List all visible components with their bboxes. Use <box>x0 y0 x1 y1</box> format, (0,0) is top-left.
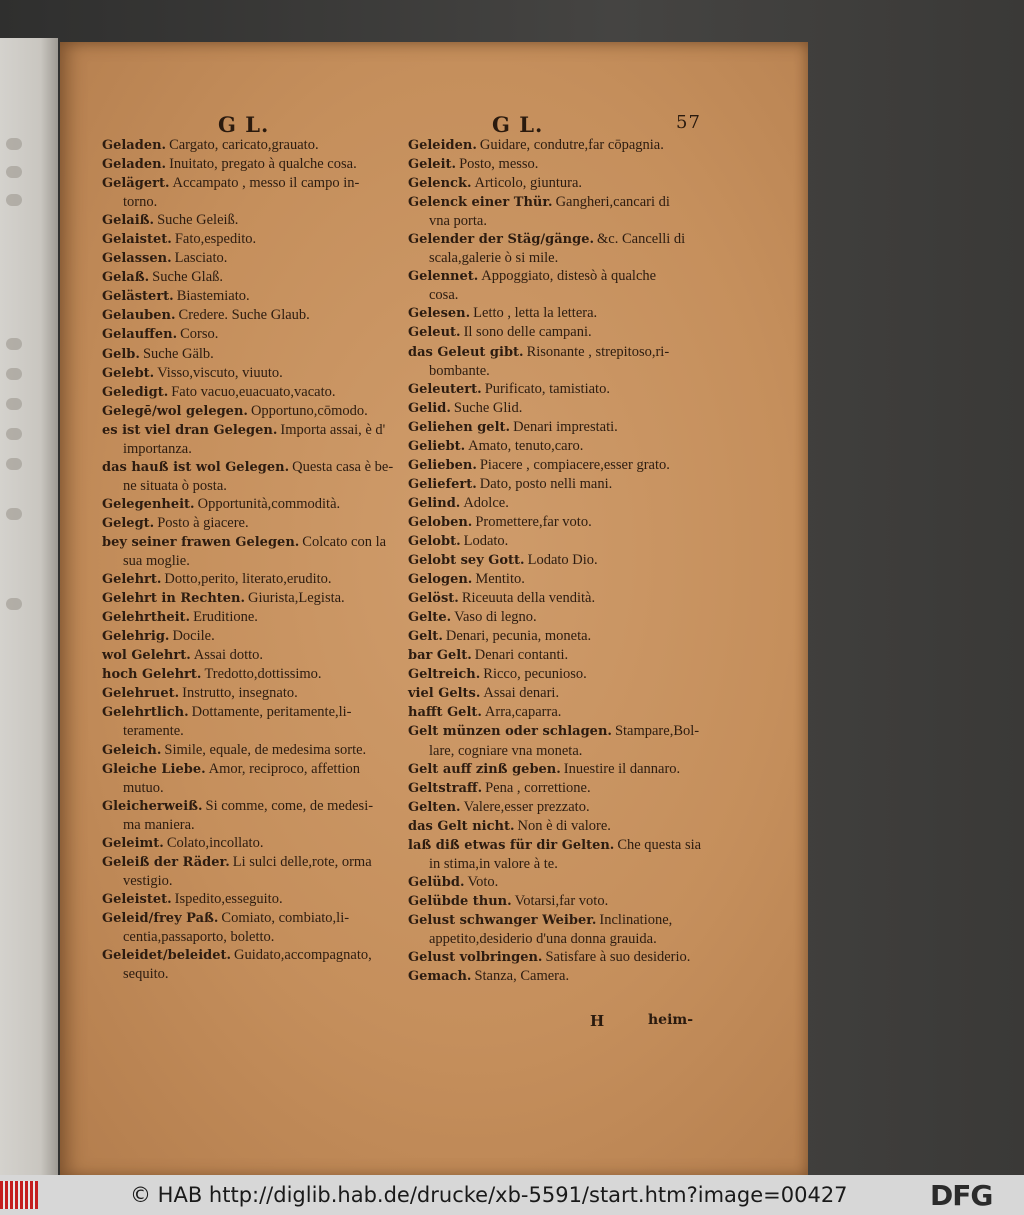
entry-headword: Geleiden. <box>408 138 477 153</box>
entry-translation: Stampare,Bol- <box>614 723 700 740</box>
entry-translation: Amor, reciproco, affettion <box>208 760 360 777</box>
entry-translation: Opportunità,commodità. <box>197 495 341 512</box>
dictionary-entry <box>408 911 760 930</box>
dictionary-entry <box>102 383 402 402</box>
entry-translation: sequito. <box>123 966 169 983</box>
entry-translation: Giurista,Legista. <box>248 590 345 607</box>
entry-translation: centia,passaporto, boletto. <box>123 928 275 945</box>
entry-translation: Colcato con la <box>302 533 387 550</box>
dictionary-entry <box>408 873 760 892</box>
entry-translation: Riceuuta della vendità. <box>461 590 596 607</box>
entry-translation: Articolo, giuntura. <box>474 175 583 192</box>
dictionary-entry <box>408 798 760 817</box>
entry-translation: scala,galerie ò si mile. <box>429 250 559 267</box>
entry-translation: Suche Glid. <box>453 399 523 416</box>
page-number: 57 <box>676 112 701 133</box>
entry-headword: Gelender der Stäg/gänge. <box>408 232 595 248</box>
dictionary-entry <box>102 155 402 174</box>
dictionary-entry <box>408 665 760 684</box>
entry-translation: Credere. Suche Glaub. <box>178 307 310 324</box>
dictionary-entry <box>408 174 760 193</box>
entry-headword: Gelehrt in Rechten. <box>102 591 246 607</box>
entry-translation: Simile, equale, de medesima sorte. <box>164 741 367 758</box>
entry-headword: wol Gelehrt. <box>102 648 191 664</box>
entry-headword: laß diß etwas für dir Gelten. <box>408 837 615 853</box>
entry-translation: Pena , correttione. <box>485 779 591 796</box>
entry-translation: Suche Gälb. <box>142 345 214 362</box>
entry-translation: Assai denari. <box>483 685 560 702</box>
entry-headword: Gelöst. <box>408 591 459 607</box>
dictionary-entry <box>408 855 760 873</box>
entry-headword: Gelübd. <box>408 874 465 890</box>
dictionary-entry <box>408 779 760 798</box>
left-column <box>102 136 402 983</box>
dictionary-entry <box>102 211 402 230</box>
entry-headword: Gelübde thun. <box>408 893 512 909</box>
entry-headword: Gelauben. <box>102 308 176 324</box>
entry-headword: bar Gelt. <box>408 648 472 664</box>
dictionary-entry <box>102 533 402 552</box>
entry-translation: Non è di valore. <box>517 817 611 834</box>
dictionary-entry <box>102 741 402 760</box>
dictionary-entry <box>102 928 402 946</box>
dictionary-entry <box>408 817 760 836</box>
dictionary-entry <box>408 722 760 741</box>
entry-translation: sua moglie. <box>123 553 190 570</box>
dictionary-entry <box>102 136 402 155</box>
entry-translation: Ricco, pecunioso. <box>483 666 587 683</box>
entry-translation: Dotto,perito, literato,erudito. <box>164 571 332 588</box>
dictionary-entry <box>102 440 402 458</box>
entry-translation: Adolce. <box>463 494 509 511</box>
entry-translation: Tredotto,dottissimo. <box>204 666 322 683</box>
dictionary-entry <box>102 779 402 797</box>
dictionary-entry <box>408 532 760 551</box>
entry-translation: Gangheri,cancari di <box>555 194 670 211</box>
entry-translation: Inuitato, pregato à qualche cosa. <box>169 156 357 173</box>
entry-headword: Gelten. <box>408 799 461 815</box>
entry-translation: Posto à giacere. <box>157 514 249 531</box>
entry-translation: Guidare, condutre,far cōpagnia. <box>479 137 664 153</box>
dictionary-entry <box>408 684 760 703</box>
entry-translation: mutuo. <box>123 779 164 796</box>
dictionary-entry <box>408 286 760 304</box>
entry-translation: Corso. <box>180 326 219 343</box>
entry-translation: Lodato. <box>463 532 509 549</box>
entry-headword: Gelegt. <box>102 515 155 531</box>
dictionary-entry <box>102 402 402 421</box>
entry-headword: Gelieben. <box>408 457 477 473</box>
dictionary-entry <box>408 267 760 286</box>
entry-translation: Suche Geleiß. <box>157 212 239 229</box>
entry-translation: bombante. <box>429 362 490 379</box>
entry-headword: Geladen. <box>102 138 167 153</box>
entry-translation: ma maniera. <box>123 816 195 833</box>
dictionary-entry <box>408 380 760 399</box>
dictionary-entry <box>408 136 760 155</box>
entry-translation: Denari, pecunia, moneta. <box>445 628 592 645</box>
dictionary-entry <box>102 514 402 533</box>
entry-translation: Colato,incollato. <box>166 834 264 851</box>
dictionary-entry <box>102 306 402 325</box>
dictionary-entry <box>102 646 402 665</box>
dictionary-entry <box>408 930 760 948</box>
entry-translation: Amato, tenuto,caro. <box>468 437 584 454</box>
dictionary-entry <box>408 513 760 532</box>
entry-headword: Gelaiß. <box>102 213 155 229</box>
dictionary-entry <box>102 230 402 249</box>
dictionary-entry <box>408 475 760 494</box>
entry-translation: Promettere,far voto. <box>475 513 592 530</box>
entry-headword: Gelid. <box>408 400 451 416</box>
dictionary-entry <box>102 627 402 646</box>
entry-translation: Cargato, caricato,grauato. <box>169 137 319 153</box>
right-column <box>408 136 760 986</box>
entry-headword: Gelegē/wol gelegen. <box>102 403 248 419</box>
entry-headword: hafft Gelt. <box>408 705 482 721</box>
entry-headword: Gelehruet. <box>102 686 180 702</box>
entry-headword: Geleistet. <box>102 891 172 907</box>
header-right-letters: G L. <box>492 112 544 137</box>
entry-headword: Geleid/frey Paß. <box>102 910 219 926</box>
signature-mark: H <box>590 1012 605 1030</box>
dictionary-entry <box>102 458 402 477</box>
dictionary-entry <box>102 364 402 383</box>
entry-headword: Gelassen. <box>102 251 172 267</box>
entry-translation: Mentito. <box>475 571 525 588</box>
dictionary-entry <box>102 552 402 570</box>
dictionary-entry <box>408 343 760 362</box>
entry-translation: Si comme, come, de medesi- <box>205 797 374 814</box>
entry-headword: das hauß ist wol Gelegen. <box>102 459 290 475</box>
entry-translation: Eruditione. <box>193 609 258 626</box>
footer-bar <box>0 1175 1024 1215</box>
entry-translation: Inclinatione, <box>599 911 673 928</box>
entry-translation: Denari contanti. <box>474 647 569 664</box>
entry-translation: Accampato , messo il campo in- <box>172 175 360 192</box>
entry-translation: Risonante , strepitoso,ri- <box>526 343 670 360</box>
entry-translation: ne situata ò posta. <box>123 477 227 494</box>
dictionary-entry <box>408 437 760 456</box>
entry-headword: Gelind. <box>408 495 461 511</box>
entry-translation: teramente. <box>123 723 184 740</box>
entry-headword: hoch Gelehrt. <box>102 667 202 683</box>
entry-translation: Inuestire il dannaro. <box>563 760 681 777</box>
entry-translation: Dottamente, peritamente,li- <box>191 704 352 721</box>
entry-headword: Gelt auff zinß geben. <box>408 761 561 777</box>
dictionary-entry <box>408 304 760 323</box>
entry-headword: Gelegenheit. <box>102 496 195 512</box>
dictionary-entry <box>102 946 402 965</box>
entry-headword: Gelust volbringen. <box>408 950 543 966</box>
dictionary-entry <box>102 816 402 834</box>
entry-translation: Suche Glaß. <box>152 269 224 286</box>
dictionary-entry <box>408 212 760 230</box>
entry-headword: Gelogen. <box>408 572 473 588</box>
entry-translation: in stima,in valore à te. <box>429 855 558 872</box>
scan-color-strip-icon <box>0 1181 38 1209</box>
dictionary-entry <box>102 834 402 853</box>
entry-headword: das Gelt nicht. <box>408 818 515 834</box>
entry-headword: Gelb. <box>102 346 140 362</box>
entry-translation: Denari imprestati. <box>513 418 618 435</box>
dictionary-entry <box>408 193 760 212</box>
entry-translation: Satisfare à suo desiderio. <box>545 949 691 966</box>
previous-page-edge <box>0 38 58 1175</box>
entry-headword: Gemach. <box>408 969 472 985</box>
entry-headword: Geleidet/beleidet. <box>102 948 232 964</box>
entry-headword: Geladen. <box>102 157 167 173</box>
entry-translation: lare, cogniare vna moneta. <box>429 742 583 759</box>
dictionary-entry <box>102 703 402 722</box>
entry-headword: Gleicherweiß. <box>102 798 203 814</box>
entry-headword: Gelobt sey Gott. <box>408 553 525 569</box>
dictionary-entry <box>102 722 402 740</box>
entry-headword: Geleich. <box>102 742 162 758</box>
entry-translation: Opportuno,cōmodo. <box>250 402 368 419</box>
entry-translation: vestigio. <box>123 872 173 889</box>
entry-translation: Comiato, combiato,li- <box>221 909 350 926</box>
entry-translation: Posto, messo. <box>459 156 539 173</box>
dictionary-entry <box>408 418 760 437</box>
entry-translation: Valere,esser prezzato. <box>463 798 590 815</box>
dictionary-entry <box>408 362 760 380</box>
entry-translation: Lodato Dio. <box>527 552 598 569</box>
entry-headword: Geledigt. <box>102 384 169 400</box>
entry-headword: Gelte. <box>408 610 452 626</box>
dictionary-entry <box>102 174 402 193</box>
dictionary-entry <box>408 627 760 646</box>
entry-headword: bey seiner frawen Gelegen. <box>102 534 300 550</box>
entry-translation: Docile. <box>172 628 215 645</box>
entry-translation: Fato,espedito. <box>174 231 257 248</box>
entry-translation: vna porta. <box>429 213 487 230</box>
entry-translation: Arra,caparra. <box>484 704 562 721</box>
dictionary-entry <box>408 249 760 267</box>
entry-translation: Appoggiato, distesò à qualche <box>481 268 657 285</box>
entry-headword: Geliehen gelt. <box>408 419 511 435</box>
entry-translation: Visso,viscuto, viuuto. <box>157 364 283 381</box>
entry-headword: Geliebt. <box>408 438 466 454</box>
entry-headword: Gleiche Liebe. <box>102 761 206 777</box>
entry-translation: Fato vacuo,euacuato,vacato. <box>171 383 336 400</box>
dictionary-entry <box>102 684 402 703</box>
dictionary-entry <box>408 230 760 249</box>
dictionary-entry <box>102 853 402 872</box>
entry-translation: appetito,desiderio d'una donna grauida. <box>429 930 657 947</box>
dictionary-entry <box>102 477 402 495</box>
dictionary-entry <box>408 646 760 665</box>
dictionary-entry <box>408 456 760 475</box>
entry-headword: Gelägert. <box>102 176 170 192</box>
dictionary-entry <box>408 494 760 513</box>
dictionary-entry <box>408 570 760 589</box>
entry-headword: Gelaß. <box>102 270 150 286</box>
entry-headword: Gelehrig. <box>102 629 170 645</box>
dictionary-entry <box>102 325 402 344</box>
entry-translation: cosa. <box>429 287 459 304</box>
entry-translation: Che questa sia <box>617 836 702 853</box>
dictionary-entry <box>102 608 402 627</box>
entry-translation: Li sulci delle,rote, orma <box>232 853 372 870</box>
dictionary-entry <box>102 890 402 909</box>
entry-translation: Il sono delle campani. <box>463 324 592 341</box>
entry-headword: Gelt. <box>408 629 443 645</box>
entry-translation: Purificato, tamistiato. <box>484 380 610 397</box>
entry-translation: Dato, posto nelli mani. <box>479 475 613 492</box>
entry-headword: Gelobt. <box>408 533 461 549</box>
entry-translation: importanza. <box>123 440 192 457</box>
entry-translation: Stanza, Camera. <box>474 968 570 985</box>
entry-headword: Gelebt. <box>102 365 155 381</box>
dictionary-entry <box>408 551 760 570</box>
entry-translation: Instrutto, insegnato. <box>182 685 298 702</box>
dictionary-entry <box>408 967 760 986</box>
dictionary-entry <box>102 760 402 779</box>
entry-translation: Votarsi,far voto. <box>514 892 609 909</box>
entry-translation: Biastemiato. <box>176 288 250 305</box>
entry-headword: Geleimt. <box>102 835 164 851</box>
header-left-letters: G L. <box>218 112 270 137</box>
copyright-link[interactable]: © HAB http://diglib.hab.de/drucke/xb-5591/start.htm?image=00427 <box>130 1183 848 1207</box>
dictionary-entry <box>102 909 402 928</box>
entry-headword: Geliefert. <box>408 476 477 492</box>
entry-headword: es ist viel dran Gelegen. <box>102 422 278 438</box>
dictionary-entry <box>102 495 402 514</box>
entry-headword: Gelt münzen oder schlagen. <box>408 724 612 740</box>
entry-headword: Gelaistet. <box>102 232 172 248</box>
entry-translation: &c. Cancelli di <box>597 231 686 248</box>
book-page <box>60 42 808 1175</box>
entry-headword: Gelehrt. <box>102 572 162 588</box>
dictionary-entry <box>408 948 760 967</box>
dictionary-entry <box>102 249 402 268</box>
entry-headword: Geleutert. <box>408 381 482 397</box>
entry-headword: Gelennet. <box>408 269 479 285</box>
entry-translation: torno. <box>123 194 158 211</box>
entry-translation: Importa assai, è d' <box>280 421 386 438</box>
dictionary-entry <box>102 589 402 608</box>
entry-headword: Geleiß der Räder. <box>102 854 230 870</box>
entry-headword: Gelenck. <box>408 176 472 192</box>
dictionary-entry <box>408 608 760 627</box>
dictionary-entry <box>102 570 402 589</box>
dictionary-entry <box>408 323 760 342</box>
dictionary-entry <box>408 760 760 779</box>
entry-translation: Ispedito,esseguito. <box>174 890 283 907</box>
catchword-line <box>590 1012 750 1034</box>
entry-headword: Gelästert. <box>102 289 174 305</box>
dictionary-entry <box>102 872 402 890</box>
dictionary-entry <box>102 421 402 440</box>
entry-translation: Letto , letta la lettera. <box>473 305 598 322</box>
dictionary-entry <box>408 892 760 911</box>
running-header <box>60 112 808 138</box>
dictionary-entry <box>102 193 402 211</box>
entry-headword: Geleut. <box>408 325 461 341</box>
entry-headword: Gelauffen. <box>102 327 178 343</box>
entry-headword: Gelenck einer Thür. <box>408 195 553 211</box>
entry-headword: Geltstraff. <box>408 780 483 796</box>
entry-headword: Gelust schwanger Weiber. <box>408 912 597 928</box>
dictionary-entry <box>102 287 402 306</box>
entry-headword: Gelesen. <box>408 306 471 322</box>
entry-headword: Geloben. <box>408 514 473 530</box>
dictionary-entry <box>408 836 760 855</box>
entry-translation: Assai dotto. <box>193 647 264 664</box>
dictionary-entry <box>408 399 760 418</box>
entry-headword: Gelehrtheit. <box>102 610 191 626</box>
dfg-logo: DFG <box>930 1179 993 1212</box>
dictionary-entry <box>102 268 402 287</box>
entry-translation: Voto. <box>467 873 499 890</box>
entry-headword: Geleit. <box>408 157 457 173</box>
dictionary-entry <box>102 797 402 816</box>
dictionary-entry <box>408 742 760 760</box>
entry-headword: viel Gelts. <box>408 686 481 702</box>
entry-translation: Lasciato. <box>174 250 228 267</box>
entry-headword: Geltreich. <box>408 667 481 683</box>
entry-translation: Questa casa è be- <box>292 458 394 475</box>
entry-headword: Gelehrtlich. <box>102 705 189 721</box>
entry-translation: Vaso di legno. <box>454 609 537 626</box>
entry-headword: das Geleut gibt. <box>408 344 524 360</box>
dictionary-entry <box>408 589 760 608</box>
catchword: heim- <box>648 1012 694 1028</box>
dictionary-entry <box>408 155 760 174</box>
dictionary-entry <box>102 345 402 364</box>
entry-translation: Guidato,accompagnato, <box>234 947 372 964</box>
dictionary-entry <box>102 965 402 983</box>
dictionary-entry <box>102 665 402 684</box>
entry-translation: Piacere , compiacere,esser grato. <box>479 456 670 473</box>
dictionary-entry <box>408 703 760 722</box>
